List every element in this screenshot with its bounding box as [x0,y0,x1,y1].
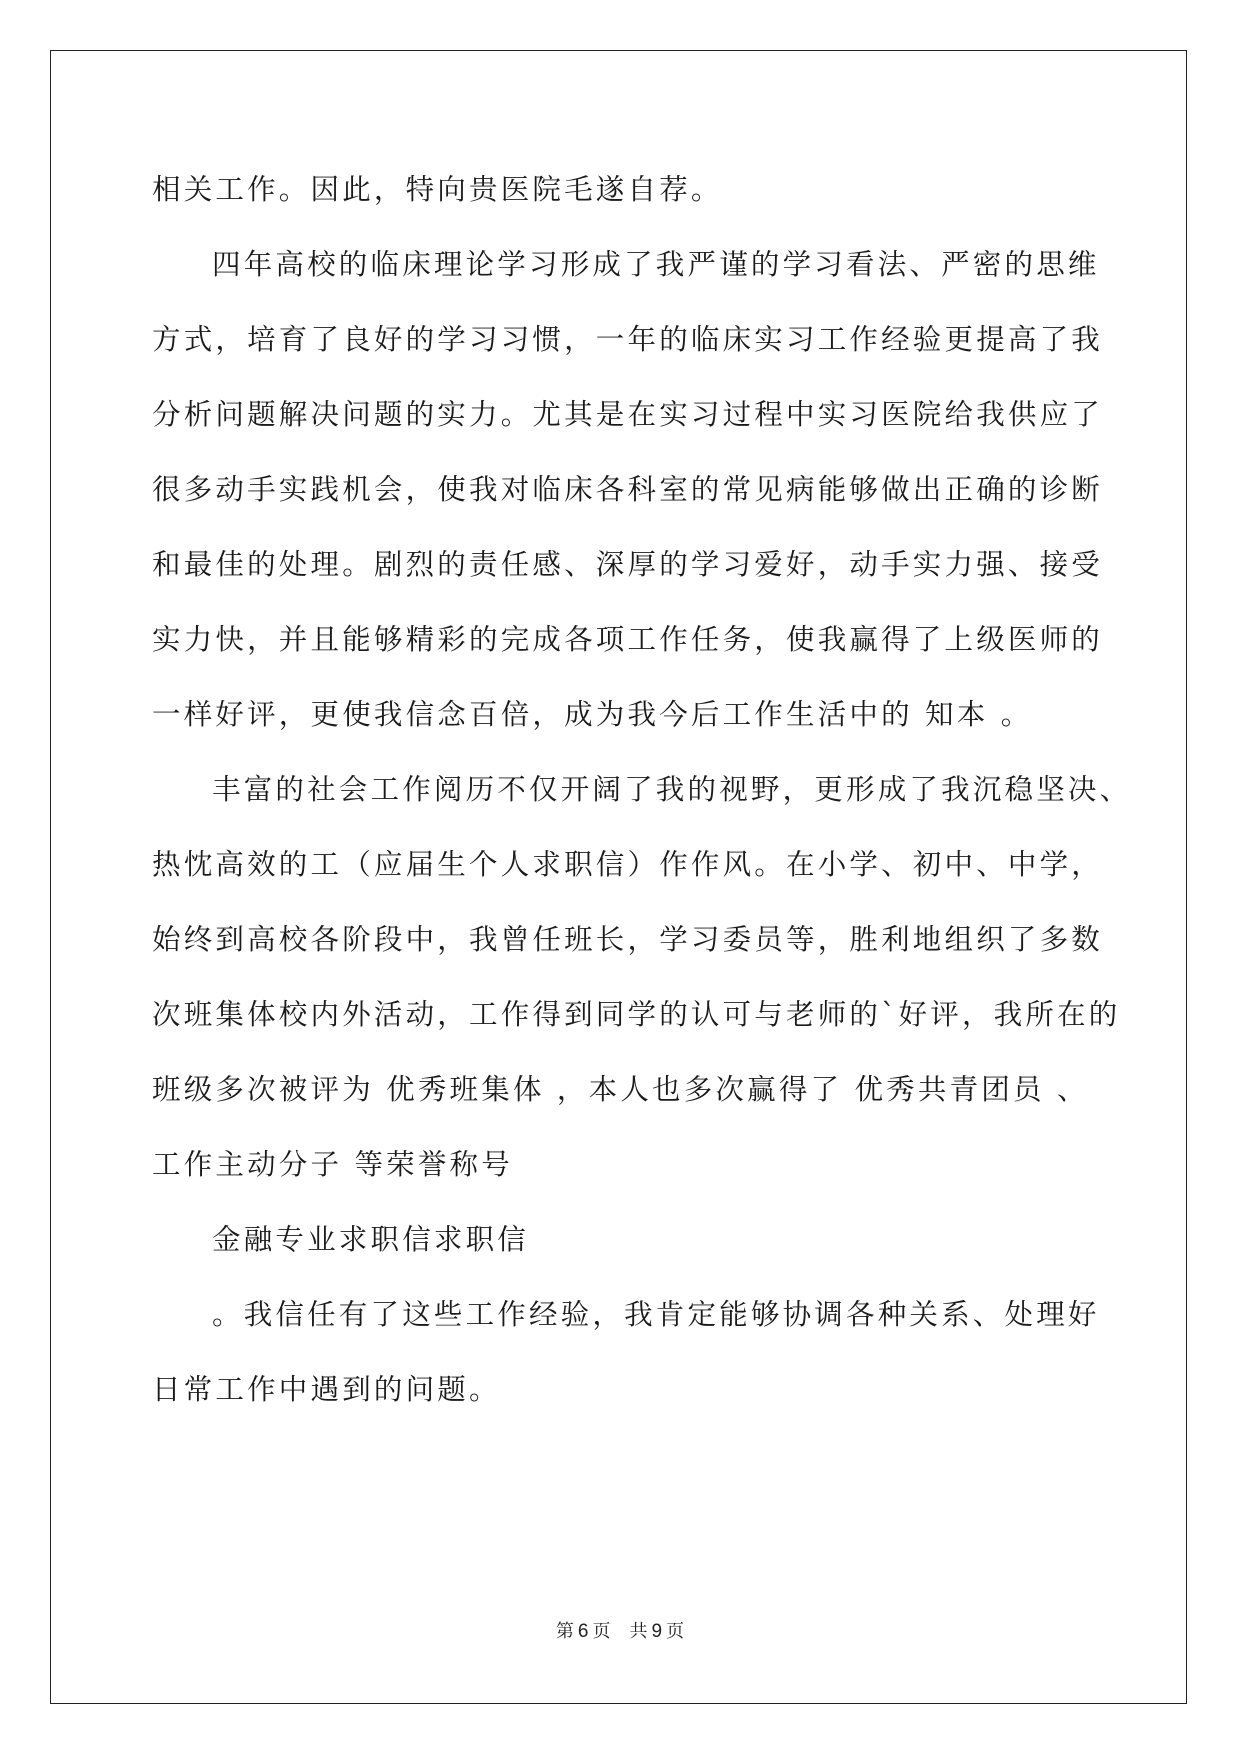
total-page-number: 9 [651,1621,664,1642]
paragraph-start: 丰富的社会工作阅历不仅开阔了我的视野，更形成了我沉稳坚决、 [212,773,1132,806]
current-page-number: 6 [577,1621,590,1642]
paragraph-start: 四年高校的临床理论学习形成了我严谨的学习看法、严密的思维 [212,248,1100,281]
text-line: 相关工作。因此，特向贵医院毛遂自荐。 [152,173,723,206]
text-line: 日常工作中遇到的问题。 [152,1373,501,1406]
text-line: 始终到高校各阶段中，我曾任班长，学习委员等，胜利地组织了多数 [152,923,1104,956]
text-line: 一样好评，更使我信念百倍，成为我今后工作生活中的 知本 。 [152,698,1033,731]
footer-total-prefix: 共 [629,1621,649,1642]
footer-total-suffix: 页 [666,1621,686,1642]
text-line: 工作主动分子 等荣誉称号 [152,1148,513,1181]
text-line: 方式，培育了良好的学习习惯，一年的临床实习工作经验更提高了我 [152,323,1104,356]
text-line: 分析问题解决问题的实力。尤其是在实习过程中实习医院给我供应了 [152,398,1104,431]
text-line: 次班集体校内外活动，工作得到同学的认可与老师的`好评，我所在的 [152,998,1121,1031]
page-footer [0,1620,1241,1644]
text-line: 和最佳的处理。剧烈的责任感、深厚的学习爱好，动手实力强、接受 [152,548,1104,581]
text-line: 实力快，并且能够精彩的完成各项工作任务，使我赢得了上级医师的 [152,623,1104,656]
section-heading: 金融专业求职信求职信 [212,1223,530,1256]
text-line: 很多动手实践机会，使我对临床各科室的常见病能够做出正确的诊断 [152,473,1104,506]
text-line: 热忱高效的工（应届生个人求职信）作作风。在小学、初中、中学， [152,848,1104,881]
paragraph-start: 。我信任有了这些工作经验，我肯定能够协调各种关系、处理好 [212,1298,1100,1331]
text-line: 班级多次被评为 优秀班集体 ，本人也多次赢得了 优秀共青团员 、 [152,1073,1089,1106]
footer-prefix: 第 [555,1621,575,1642]
footer-page-suffix: 页 [592,1621,612,1642]
